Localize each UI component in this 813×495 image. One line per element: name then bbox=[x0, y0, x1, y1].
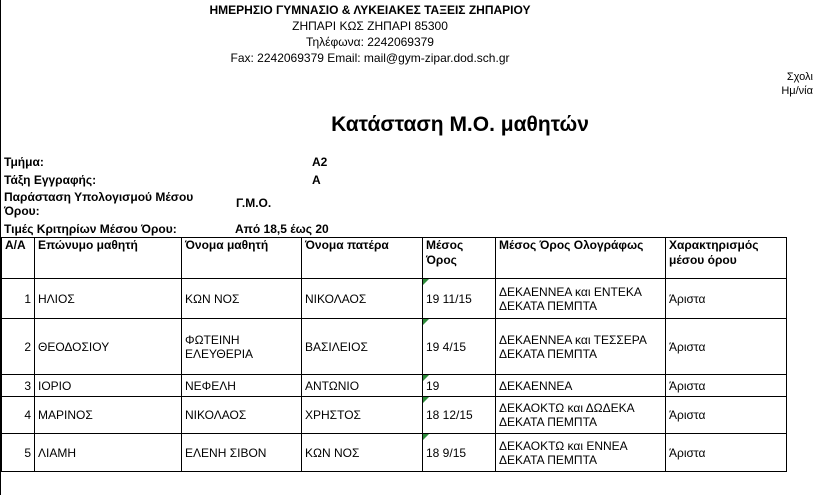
header-aa: Α/Α bbox=[2, 238, 35, 279]
cell-grade-label: Άριστα bbox=[666, 375, 787, 397]
cell-average bbox=[423, 434, 496, 472]
parastasi-value: Γ.Μ.Ο. bbox=[236, 196, 272, 210]
table-row bbox=[2, 397, 787, 434]
cell-average bbox=[423, 319, 496, 375]
cell-average-value: 19 bbox=[426, 378, 440, 393]
cell-grade-label: Άριστα bbox=[666, 434, 787, 472]
taxi-value: A bbox=[312, 173, 321, 187]
cell-first-name: ΚΩΝ ΝΟΣ bbox=[182, 279, 302, 319]
table-row bbox=[2, 375, 787, 397]
right-meta bbox=[781, 70, 813, 98]
table-header-row bbox=[2, 238, 787, 279]
comment-marker-icon bbox=[423, 434, 429, 440]
school-name: ΗΜΕΡΗΣΙΟ ΓΥΜΝΑΣΙΟ & ΛΥΚΕΙΑΚΕΣ ΤΑΞΕΙΣ ΖΗΠΑΡΙΟΥ bbox=[209, 3, 531, 17]
taxi-label: Τάξη Εγγραφής: bbox=[4, 173, 97, 187]
cell-surname: ΙΟΡΙΟ bbox=[35, 375, 182, 397]
header-average-words: Μέσος Όρος Ολογράφως bbox=[496, 238, 666, 279]
parastasi-label bbox=[4, 190, 193, 218]
cell-father-name: ΚΩΝ ΝΟΣ bbox=[302, 434, 423, 472]
cell-grade-label: Άριστα bbox=[666, 279, 787, 319]
cell-aa: 4 bbox=[2, 397, 35, 434]
cell-average-words: ΔΕΚΑΕΝΝΕΑ και ΕΝΤΕΚΑ ΔΕΚΑΤΑ ΠΕΜΠΤΑ bbox=[496, 279, 666, 319]
comment-marker-icon bbox=[423, 375, 429, 381]
cell-grade-label: Άριστα bbox=[666, 397, 787, 434]
report-title: Κατάσταση Μ.Ο. μαθητών bbox=[331, 113, 589, 136]
cell-grade-label: Άριστα bbox=[666, 319, 787, 375]
cell-average-value: 18 9/15 bbox=[426, 445, 467, 460]
cell-aa: 5 bbox=[2, 434, 35, 472]
cell-first-name: ΦΩΤΕΙΝΗ ΕΛΕΥΘΕΡΙΑ bbox=[182, 319, 302, 375]
times-label: Τιμές Κριτηρίων Μέσου Όρου: bbox=[4, 222, 177, 236]
comment-marker-icon bbox=[423, 319, 429, 325]
header-first-name: Όνομα μαθητή bbox=[182, 238, 302, 279]
cell-father-name: ΝΙΚΟΛΑΟΣ bbox=[302, 279, 423, 319]
parastasi-label-line1: Παράσταση Υπολογισμού Μέσου bbox=[4, 190, 194, 204]
comment-marker-icon bbox=[423, 279, 429, 285]
table-row bbox=[2, 279, 787, 319]
table-row bbox=[2, 319, 787, 375]
school-header bbox=[170, 2, 570, 66]
cell-surname: ΘΕΟΔΟΣΙΟΥ bbox=[35, 319, 182, 375]
header-father-name: Όνομα πατέρα bbox=[302, 238, 423, 279]
school-phone: Τηλέφωνα: 2242069379 bbox=[306, 35, 434, 49]
cell-surname: ΜΑΡΙΝΟΣ bbox=[35, 397, 182, 434]
cell-father-name: ΒΑΣΙΛΕΙΟΣ bbox=[302, 319, 423, 375]
cell-first-name: ΕΛΕΝΗ ΣΙΒΟΝ bbox=[182, 434, 302, 472]
table-row bbox=[2, 434, 787, 472]
cell-first-name: ΝΙΚΟΛΑΟΣ bbox=[182, 397, 302, 434]
cell-aa: 1 bbox=[2, 279, 35, 319]
parastasi-label-line2: Όρου: bbox=[4, 204, 40, 218]
cell-average bbox=[423, 397, 496, 434]
cell-average-value: 18 12/15 bbox=[426, 408, 473, 422]
header-average: Μέσος Όρος bbox=[423, 238, 496, 279]
school-year-label: Σχολι bbox=[786, 71, 813, 83]
cell-average-words: ΔΕΚΑΕΝΝΕΑ και ΤΕΣΣΕΡΑ ΔΕΚΑΤΑ ΠΕΜΠΤΑ bbox=[496, 319, 666, 375]
cell-average-value: 19 4/15 bbox=[426, 339, 467, 354]
cell-father-name: ΑΝΤΩΝΙΟ bbox=[302, 375, 423, 397]
cell-first-name: ΝΕΦΕΛΗ bbox=[182, 375, 302, 397]
cell-average-words: ΔΕΚΑΟΚΤΩ και ΕΝΝΕΑ ΔΕΚΑΤΑ ΠΕΜΠΤΑ bbox=[496, 434, 666, 472]
cell-surname: ΛΙΑΜΗ bbox=[35, 434, 182, 472]
tmima-value: A2 bbox=[312, 155, 328, 169]
cell-average-words: ΔΕΚΑΟΚΤΩ και ΔΩΔΕΚΑ ΔΕΚΑΤΑ ΠΕΜΠΤΑ bbox=[496, 397, 666, 434]
cell-average bbox=[423, 279, 496, 319]
comment-marker-icon bbox=[423, 397, 429, 403]
cell-aa: 3 bbox=[2, 375, 35, 397]
date-label: Ημ/νία bbox=[781, 85, 813, 97]
cell-aa: 2 bbox=[2, 319, 35, 375]
school-address: ΖΗΠΑΡΙ ΚΩΣ ΖΗΠΑΡΙ 85300 bbox=[292, 19, 448, 33]
grades-table bbox=[1, 237, 787, 472]
tmima-label: Τμήμα: bbox=[4, 155, 44, 169]
cell-father-name: ΧΡΗΣΤΟΣ bbox=[302, 397, 423, 434]
header-surname: Επώνυμο μαθητή bbox=[35, 238, 182, 279]
cell-surname: ΗΛΙΟΣ bbox=[35, 279, 182, 319]
cell-average bbox=[423, 375, 496, 397]
header-grade-label: Χαρακτηρισμός μέσου όρου bbox=[666, 238, 787, 279]
cell-average-words: ΔΕΚΑΕΝΝΕΑ bbox=[496, 375, 666, 397]
times-value: Από 18,5 έως 20 bbox=[235, 222, 329, 236]
cell-average-value: 19 11/15 bbox=[426, 291, 472, 306]
school-fax-email: Fax: 2242069379 Email: mail@gym-zipar.dod.sch.gr bbox=[230, 51, 510, 65]
